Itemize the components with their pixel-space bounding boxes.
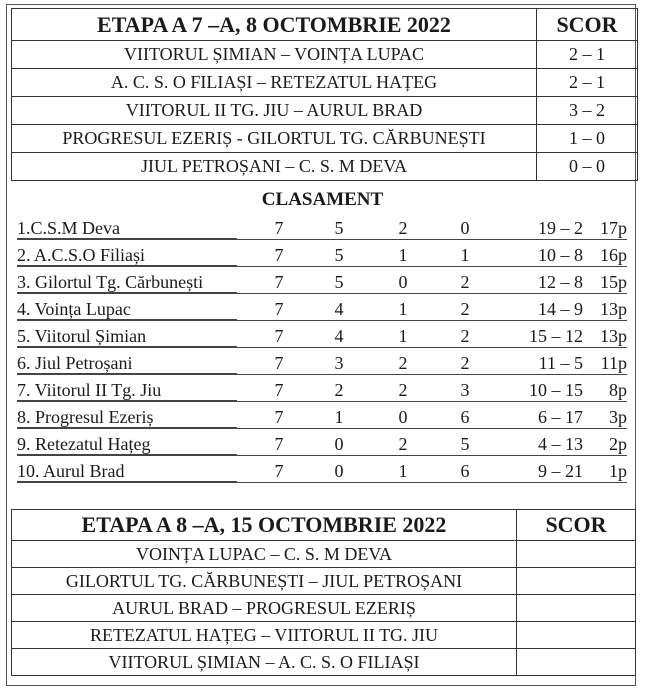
standings-row [17,323,637,350]
standings-row [17,404,637,431]
played-count: 7 [274,407,284,427]
drawn-count: 2 [398,434,408,454]
lost-count: 5 [460,434,470,454]
goals-value: 4 – 13 [538,434,583,454]
team-name: 7. Viitorul II Tg. Jiu [17,380,237,401]
won-count: 3 [334,353,344,373]
goals-value: 10 – 15 [529,380,583,400]
row-underline [17,401,627,402]
team-name: 1.C.S.M Deva [17,218,237,239]
standings-row [17,215,637,242]
won-count: 4 [334,299,344,319]
match-name: PROGRESUL EZERIȘ - GILORTUL TG. CĂRBUNEȘTI [12,125,537,153]
drawn-count: 2 [398,380,408,400]
round7-score-header: SCOR [537,9,638,41]
match-score [517,541,636,568]
row-underline [17,239,627,240]
played-count: 7 [274,380,284,400]
match-name: A. C. S. O FILIAȘI – RETEZATUL HAȚEG [12,69,537,97]
standings-row [17,458,637,485]
lost-count: 6 [460,461,470,481]
goals-value: 19 – 2 [538,218,583,238]
match-score: 2 – 1 [537,41,638,69]
table-row [12,41,638,69]
lost-count: 0 [460,218,470,238]
row-underline [17,455,627,456]
table-row [12,649,636,676]
lost-count: 2 [460,353,470,373]
team-name: 5. Viitorul Șimian [17,326,237,347]
goals-value: 14 – 9 [538,299,583,319]
team-name: 4. Voința Lupac [17,299,237,320]
goals-value: 15 – 12 [529,326,583,346]
drawn-count: 1 [398,299,408,319]
won-count: 1 [334,407,344,427]
lost-count: 2 [460,299,470,319]
points-value: 13p [600,326,627,346]
won-count: 5 [334,218,344,238]
points-value: 8p [609,380,627,400]
team-name: 6. Jiul Petroșani [17,353,237,374]
drawn-count: 0 [398,407,408,427]
points-value: 3p [609,407,627,427]
match-score: 1 – 0 [537,125,638,153]
match-score: 0 – 0 [537,153,638,181]
row-underline [17,374,627,375]
played-count: 7 [274,461,284,481]
points-value: 2p [609,434,627,454]
points-value: 16p [600,245,627,265]
round8-score-header: SCOR [517,510,636,541]
drawn-count: 1 [398,326,408,346]
match-name: VIITORUL ȘIMIAN – VOINȚA LUPAC [12,41,537,69]
drawn-count: 0 [398,272,408,292]
round7-table [11,8,638,181]
lost-count: 3 [460,380,470,400]
standings-title: CLASAMENT [261,189,384,210]
table-row [12,125,638,153]
goals-value: 6 – 17 [538,407,583,427]
points-value: 1p [609,461,627,481]
match-name: RETEZATUL HAȚEG – VIITORUL II TG. JIU [12,622,517,649]
drawn-count: 1 [398,245,408,265]
standings-row [17,431,637,458]
table-row [12,153,638,181]
row-underline [17,320,627,321]
lost-count: 6 [460,407,470,427]
row-underline [17,293,627,294]
row-underline [17,482,627,483]
row-underline [17,428,627,429]
table-row [12,568,636,595]
points-value: 11p [600,353,627,373]
goals-value: 12 – 8 [538,272,583,292]
lost-count: 2 [460,272,470,292]
points-value: 17p [600,218,627,238]
won-count: 2 [334,380,344,400]
team-name: 10. Aurul Brad [17,461,237,482]
points-value: 13p [600,299,627,319]
played-count: 7 [274,353,284,373]
match-score [517,595,636,622]
lost-count: 2 [460,326,470,346]
match-name: JIUL PETROȘANI – C. S. M DEVA [12,153,537,181]
drawn-count: 2 [398,218,408,238]
drawn-count: 1 [398,461,408,481]
standings-row [17,377,637,404]
played-count: 7 [274,218,284,238]
standings-row [17,242,637,269]
match-name: VIITORUL II TG. JIU – AURUL BRAD [12,97,537,125]
match-name: VIITORUL ȘIMIAN – A. C. S. O FILIAȘI [12,649,517,676]
standings-row [17,350,637,377]
match-score [517,568,636,595]
won-count: 0 [334,461,344,481]
row-underline [17,266,627,267]
lost-count: 1 [460,245,470,265]
won-count: 5 [334,245,344,265]
match-name: VOINȚA LUPAC – C. S. M DEVA [12,541,517,568]
won-count: 4 [334,326,344,346]
match-score: 3 – 2 [537,97,638,125]
goals-value: 11 – 5 [538,353,583,373]
match-score [517,649,636,676]
table-row [12,595,636,622]
round7-title: ETAPA A 7 –A, 8 OCTOMBRIE 2022 [12,9,537,41]
played-count: 7 [274,245,284,265]
team-name: 8. Progresul Ezeriș [17,407,237,428]
standings-row [17,296,637,323]
team-name: 9. Retezatul Hațeg [17,434,237,455]
standings-table [17,215,637,485]
goals-value: 9 – 21 [538,461,583,481]
match-score [517,622,636,649]
table-row [12,97,638,125]
table-row [12,622,636,649]
table-row [12,69,638,97]
played-count: 7 [274,326,284,346]
round8-table [11,509,636,676]
played-count: 7 [274,434,284,454]
played-count: 7 [274,272,284,292]
played-count: 7 [274,299,284,319]
points-value: 15p [600,272,627,292]
team-name: 2. A.C.S.O Filiași [17,245,237,266]
drawn-count: 2 [398,353,408,373]
goals-value: 10 – 8 [538,245,583,265]
table-row [12,541,636,568]
standings-row [17,269,637,296]
match-score: 2 – 1 [537,69,638,97]
round8-title: ETAPA A 8 –A, 15 OCTOMBRIE 2022 [12,510,517,541]
row-underline [17,347,627,348]
won-count: 0 [334,434,344,454]
match-name: AURUL BRAD – PROGRESUL EZERIȘ [12,595,517,622]
match-name: GILORTUL TG. CĂRBUNEȘTI – JIUL PETROȘANI [12,568,517,595]
team-name: 3. Gilortul Tg. Cărbunești [17,272,237,293]
won-count: 5 [334,272,344,292]
